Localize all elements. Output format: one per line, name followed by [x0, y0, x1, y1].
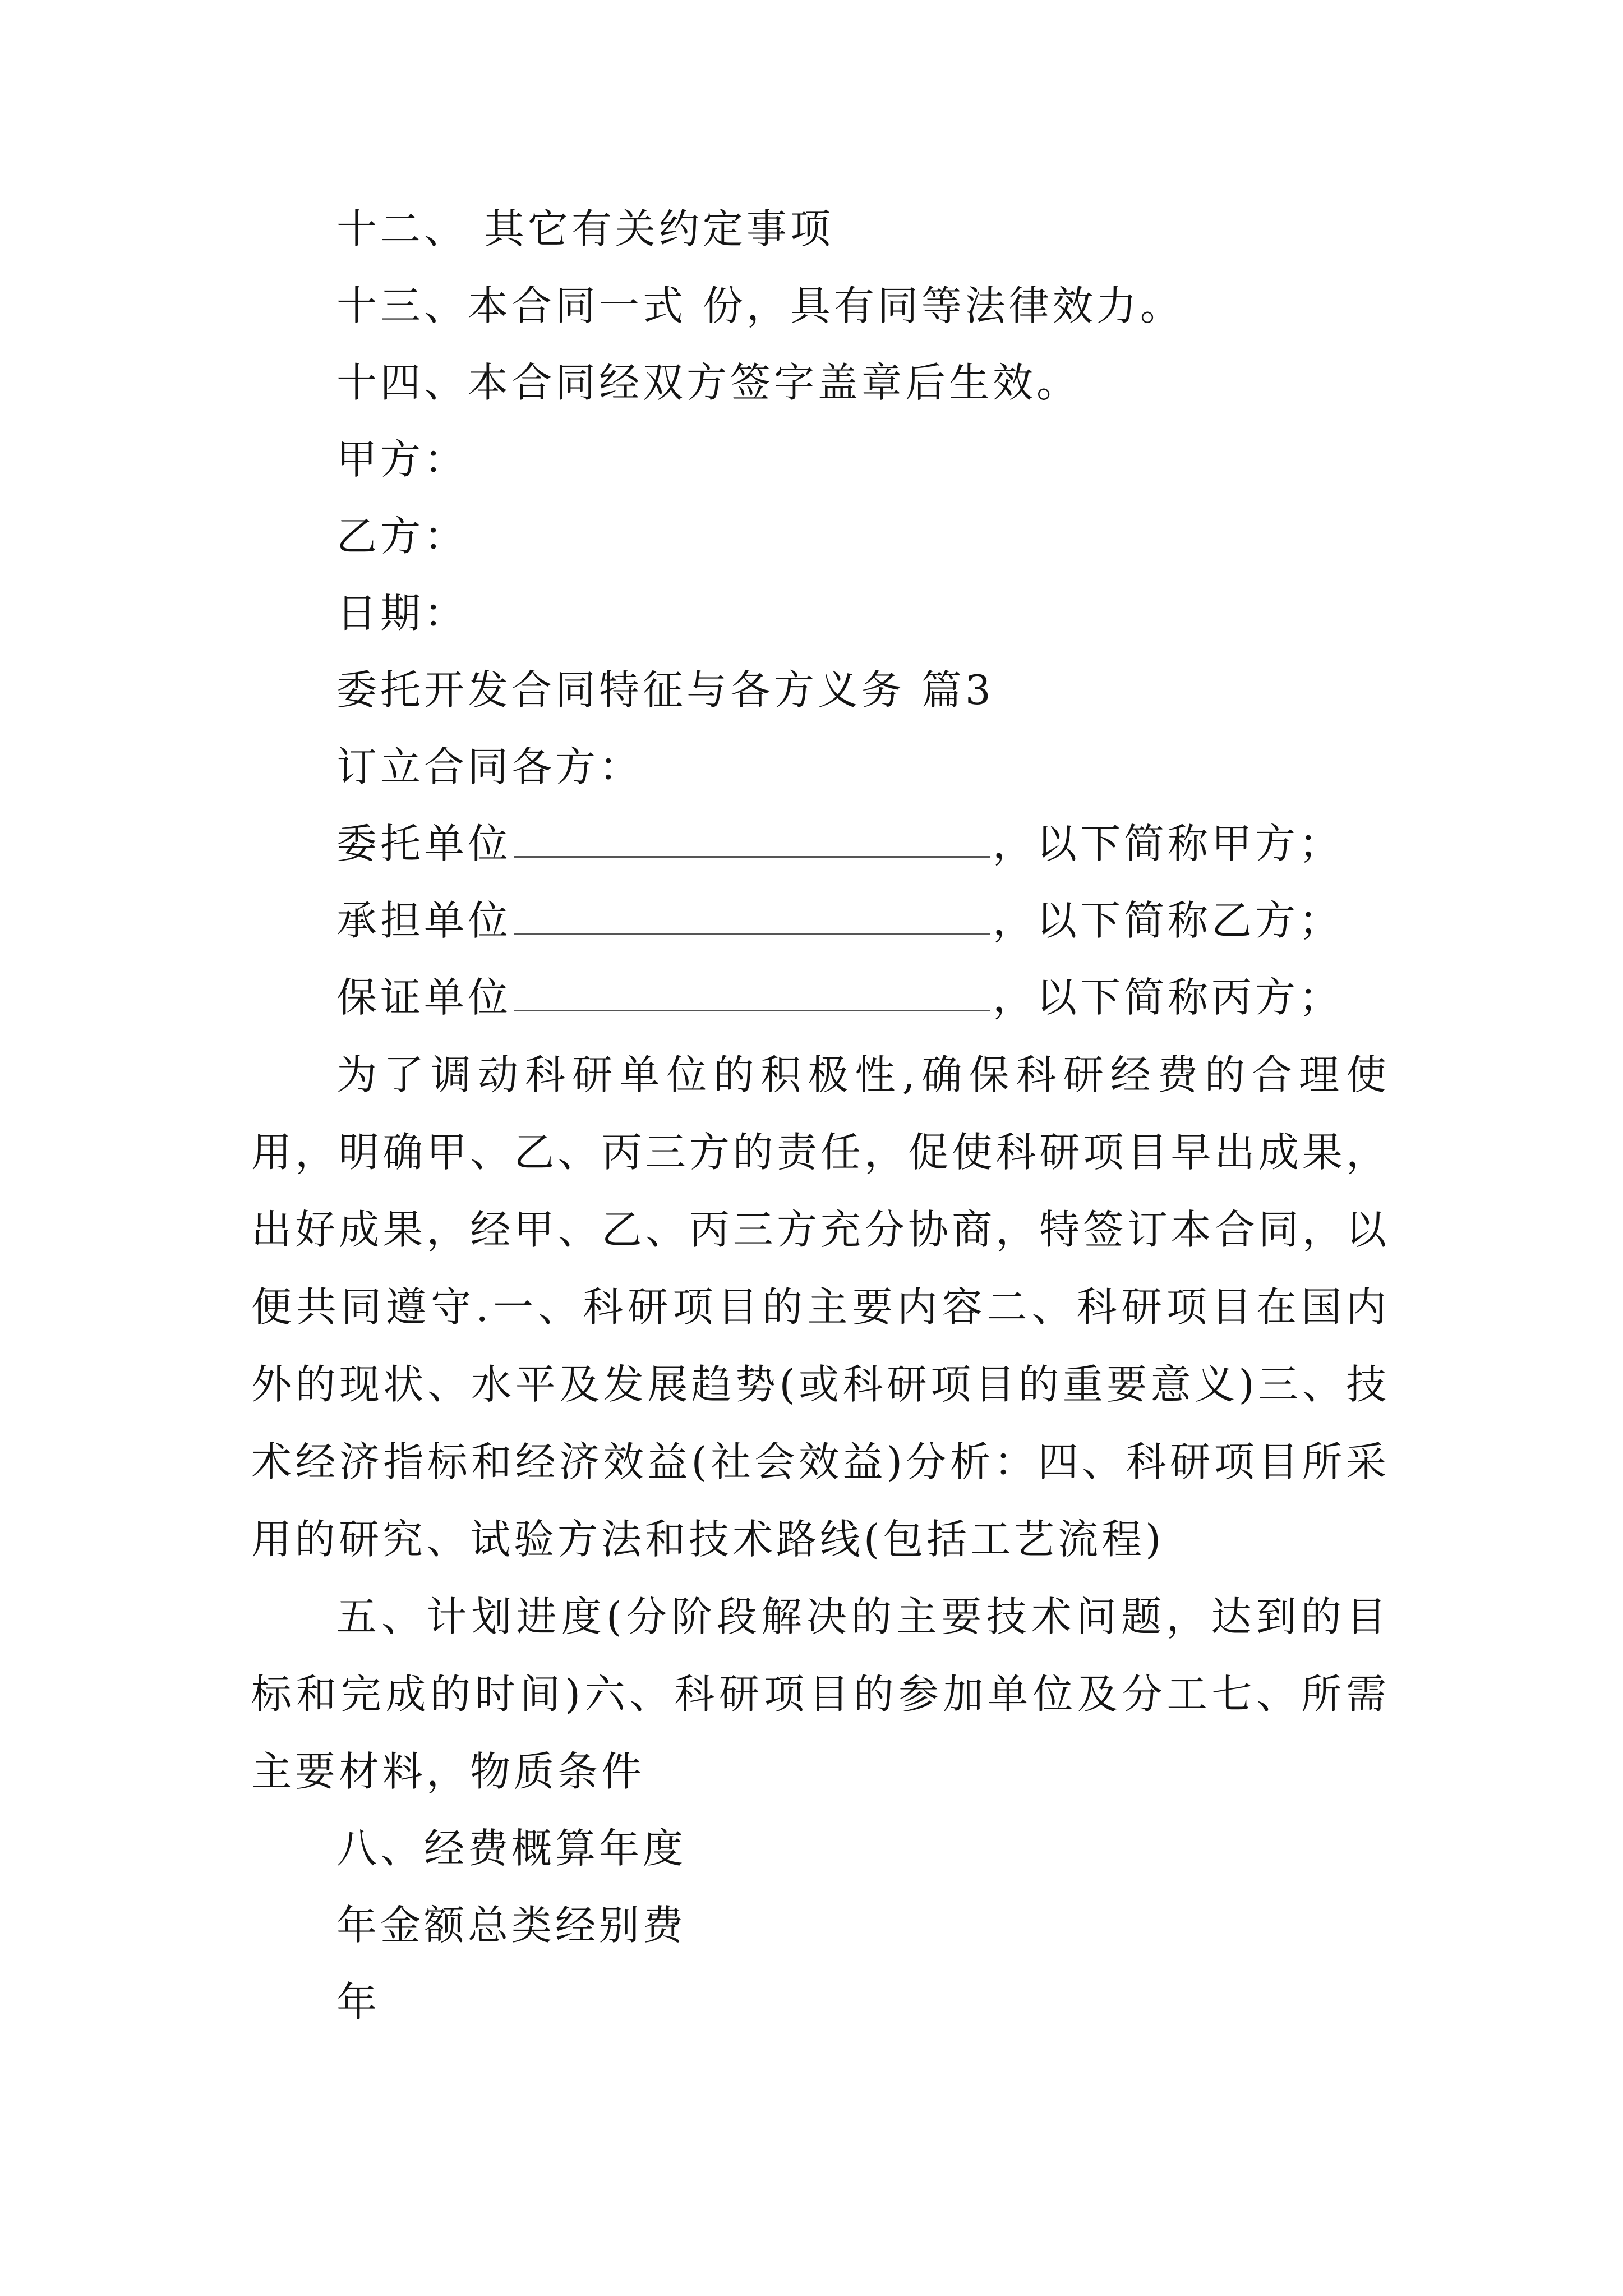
- party-suffix: ，以下简称乙方；: [993, 897, 1343, 944]
- clause-12: 十二、 其它有关约定事项: [336, 205, 834, 252]
- fill-in-blank: [514, 975, 990, 1011]
- party-label: 委托单位: [336, 820, 512, 867]
- body-paragraph-schedule: 五、计划进度(分阶段解决的主要技术问题，达到的目标和完成的时间)六、科研项目的参加单位及分工七、所需主要材料，物质条件: [251, 1593, 1390, 1795]
- body-paragraph-purpose: 为了调动科研单位的积极性,确保科研经费的合理使用，明确甲、乙、丙三方的责任，促使科研项目早出成果，出好成果，经甲、乙、丙三方充分协商，特签订本合同，以便共同遵守.一、科研项目的主要内容二、科研项目在国内外的现状、水平及发展趋势(或科研项目的重要意义)三、技术经济指标和经济效益(社会效益)分析：四、科研项目所采用的研究、试验方法和技术路线(包括工艺流程): [251, 1051, 1390, 1563]
- document-body: [251, 191, 1390, 2041]
- budget-columns: 年金额总类经别费: [336, 1902, 687, 1949]
- party-row-contractor: [251, 882, 1390, 959]
- date-line: 日期：: [336, 590, 468, 637]
- party-label: 保证单位: [336, 974, 512, 1021]
- party-b-signature-line: 乙方：: [336, 513, 468, 560]
- party-a-signature-line: 甲方：: [336, 436, 468, 483]
- budget-year: 年: [336, 1978, 381, 2026]
- fill-in-blank: [514, 898, 990, 935]
- party-row-guarantor: [251, 959, 1390, 1036]
- party-row-client: [251, 806, 1390, 882]
- clause-14: 十四、本合同经双方签字盖章后生效。: [336, 359, 1081, 406]
- fill-in-blank: [514, 821, 990, 858]
- party-label: 承担单位: [336, 897, 512, 944]
- parties-heading: 订立合同各方：: [336, 743, 643, 790]
- budget-heading: 八、经费概算年度: [336, 1825, 687, 1872]
- section-title: 委托开发合同特征与各方义务 篇3: [336, 666, 994, 714]
- clause-13: 十三、本合同一式 份，具有同等法律效力。: [336, 282, 1184, 329]
- party-suffix: ，以下简称甲方；: [993, 820, 1343, 867]
- party-suffix: ，以下简称丙方；: [993, 974, 1343, 1021]
